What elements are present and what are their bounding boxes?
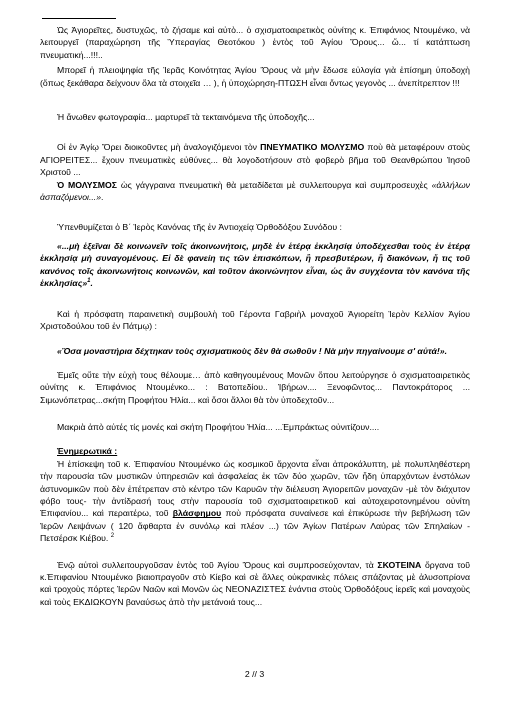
paragraph-intro bbox=[40, 24, 470, 61]
bold-emphasis: ΠΝΕΥΜΑΤΙΚΟ ΜΟΛΥΣΜΟ bbox=[260, 142, 365, 153]
paragraph-spiritual-pollution bbox=[40, 141, 470, 178]
quote-text: «...μὴ ἐξεῖναι δὲ κοινωνεῖν τοῖς ἀκοινωνήτοις, μηδὲ ἐν ἑτέρᾳ ἐκκλησίᾳ ὑποδέχεσθαι τοὺς ἐν ἑτέρᾳ ἐκκλησίᾳ μὴ συναγομένους. Εἰ δὲ φανείη τις τῶν ἐπισκόπων, ἢ πρεσβυτέρων, ἢ διακόνων, ἤ τις τοῦ κανόνος τοῖς ἀκοινωνήτοις κοινωνῶν, καὶ τοῦτον ἀκοινώνητον εἶναι, ὡς ἂν συγχέοντα τὸν κανόνα τῆς ἐκκλησίας» bbox=[40, 240, 470, 289]
footnote-reference: 1 bbox=[87, 278, 91, 285]
quote-end: . bbox=[90, 278, 93, 289]
bold-emphasis: Ὁ ΜΟΛΥΣΜΟΣ bbox=[57, 179, 118, 190]
italic-quote: «ἀλλήλων ἀσπαζόμενοι...» bbox=[40, 179, 471, 203]
canon-quote bbox=[40, 240, 470, 290]
paragraph-text: Οἱ ἐν Ἁγίῳ Ὄρει διοικοῦντες μὴ ἀναλογιζόμενοι τὸν bbox=[57, 142, 261, 153]
paragraph-text: ποὺ πρόσφατα συναίνεσε καὶ ἐπικύρωσε τὴν βεβήλωση τῶν Ἱερῶν Λειψάνων ( 120 ἄφθαρτα ἐν συνόλῳ καὶ πλέον ...) τῶν Ἁγίων Πατέρων Λαύρας τῶν Σπηλαίων - Πετσέρσκ Κιέβου. bbox=[40, 508, 470, 544]
footnote-separator bbox=[42, 18, 116, 19]
section-heading-news bbox=[40, 445, 470, 457]
paragraph-text: Ἐμεῖς οὔτε τὴν εὐχὴ τους θέλουμε… ἀπὸ καθηγουμένους Μονῶν ὅπου λειτούργησε ὁ σχισματοαιρετικὸς οὐνίτης κ. Ἐπιφάνιος Ντουμένκο... : Βατοπεδίου.. Ἰβήρων.... Ξενοφῶντος... Παντοκράτορος ... Σιμωνόπετρας...σκήτη Προφήτου Ἠλία... καὶ ὅσοι ἄλλοι θὰ τὸν ὑποδεχτοῦν... bbox=[40, 369, 470, 405]
paragraph-stay-away bbox=[40, 421, 470, 433]
elder-quote bbox=[40, 345, 470, 357]
page-number: 2 // 3 bbox=[244, 669, 265, 679]
paragraph-text: ποὺ θὰ μεταφέρουν στοὺς ΑΓΙΟΡΕΙΤΕΣ... ἔχουν πνευματικὲς εὐθύνες... θὰ λογοδοτήσουν στὸ φοβερὸ βῆμα τοῦ Θεανθρώπου Ἰησοῦ Χριστοῦ ... bbox=[40, 142, 470, 178]
paragraph-text: Μακριὰ ἀπὸ αὐτές τίς μονές καὶ σκήτη Προφήτου Ἠλία... ...Ἐμπράκτως οὐνιτίζουν.... bbox=[57, 421, 380, 432]
paragraph-text: Ἐνῷ αὐτοὶ συλλειτουργοῦσαν ἐντὸς τοῦ Ἁγίου Ὄρους καὶ συμπροσεύχονταν, τὰ bbox=[57, 559, 378, 570]
paragraph-text: ὄργανα τοῦ κ.Ἐπιφανίου Ντουμένκο βιαιοπραγοῦν στὸ Κίεβο καὶ σὲ ἄλλες οὐκρανικὲς πόλεις σπάζοντας μὲ ἁλυσοπρίονα καὶ τροχοὺς πόρτες Ἱερῶν Ναῶν καὶ Μονῶν ὡς ΝΕΟΝΑΖΙΣΤΕΣ ἐνάντια στοὺς Ὀρθοδόξους ἱερεῖς καὶ μοναχοὺς καὶ τοὺς ΕΚΔΙΩΚΟΥΝ βαναύσως ἀπὸ τὴν μετάνοιά τους... bbox=[40, 559, 470, 607]
paragraph-gangrene bbox=[40, 179, 470, 204]
paragraph-text: ὡς γάγγραινα πνευματικὴ θὰ μεταδίδεται μὲ συλλειτουργα καὶ συμπροσευχὲς bbox=[117, 179, 432, 190]
bold-emphasis: ΣΚΟΤΕΙΝΑ bbox=[377, 559, 422, 570]
paragraph-photo-note bbox=[40, 111, 470, 123]
paragraph-text: . bbox=[101, 192, 104, 203]
paragraph-canon-reminder bbox=[40, 221, 470, 233]
paragraph-text: Μπορεῖ ἡ πλειοψηφία τῆς Ἱερᾶς Κοινότητας Ἁγίου Ὄρους νὰ μὴν ἔδωσε εὐλογία γιὰ ἐπίσημη ὑποδοχὴ (ὅπως ξεκάθαρα δείχνουν ὅλα τὰ στοιχεῖα … ), ἡ ὑποχώρηση-ΠΤΩΣΗ εἶναι ὄντως γεγονὸς ... ἀνεπίτρεπτον !!! bbox=[40, 65, 470, 88]
heading-text: Ἐνημερωτικά : bbox=[57, 446, 118, 457]
paragraph-text: Ὡς Ἁγιορεῖτες, δυστυχῶς, τὸ ζήσαμε καὶ αὐτὸ... ὁ σχισματοαιρετικὸς οὐνίτης κ. Ἐπιφάνιος Ντουμένκο, νὰ λειτουργεῖ (παραχώρηση τῆς Ὑπεραγίας Θεοτόκου ) ἐντὸς τοῦ Ἁγίου Ὄρους... ὤ... τί κατάπτωση πνευματική...!!!.. bbox=[40, 25, 470, 60]
paragraph-text: Ἡ ἄνωθεν φωτογραφία... μαρτυρεῖ τὰ τεκταινόμενα τῆς ὑποδοχῆς... bbox=[57, 112, 315, 123]
footnote-reference: 2 bbox=[110, 533, 115, 540]
paragraph-kyiv-events bbox=[40, 559, 470, 609]
paragraph-elder-advice bbox=[40, 308, 470, 333]
paragraph-text: Καὶ ἡ πρόσφατη παραινετικὴ συμβουλὴ τοῦ Γέροντα Γαβριὴλ μοναχοῦ Ἁγιορείτη Ἱερὸν Κελλίον Ἁγίου Χριστοδούλου τοῦ ἐν Πάτμῳ) : bbox=[40, 308, 470, 331]
document-body bbox=[40, 24, 470, 608]
paragraph-monasteries bbox=[40, 369, 470, 406]
bold-underlined-emphasis: βλάσφημου bbox=[172, 508, 222, 519]
paragraph-text: Ἡ ἐπίσκεψη τοῦ κ. Ἐπιφανίου Ντουμένκο ὡς κοσμικοῦ ἄρχοντα εἶναι ἀπροκάλυπτη, μὲ πολυπληθέστερη τὴν παρουσία τῶν μυστικῶν ὑπηρεσιῶν καὶ ἀσφαλείας ἐκ τῶν δύο χωρῶν, τῶν ἤδη ὑπαρχόντων ἐνστόλων ἀστυνομικῶν ποὺ δὲν ἐπέτρεπαν στὸ κέντρο τῶν Καρυῶν τὴν διέλευση Ἁγιορειτῶν μοναχῶν -μὲ τὸν διάχυτον φόβο τους- τὴν ἀντίδρασή τους στὴν παρουσία τοῦ σχισματοαιρετικοῦ καὶ αὐτοχειροτονημένου οὐνίτη Ἐπιφανίου... καὶ περαιτέρω, τοῦ bbox=[40, 458, 470, 519]
quote-text: «Ὅσα μοναστήρια δέχτηκαν τοὺς σχισματικοὺς δὲν θὰ σωθοῦν ! Νὰ μὴν πηγαίνουμε σ' αὐτά!». bbox=[57, 346, 448, 357]
paragraph-community-blessing bbox=[40, 64, 470, 89]
paragraph-text: Ὑπενθυμίζεται ὁ Β΄ Ἱερὸς Κανόνας τῆς ἐν Ἀντιοχείᾳ Ὀρθοδόξου Συνόδου : bbox=[57, 222, 342, 233]
paragraph-visit-report bbox=[40, 458, 470, 545]
